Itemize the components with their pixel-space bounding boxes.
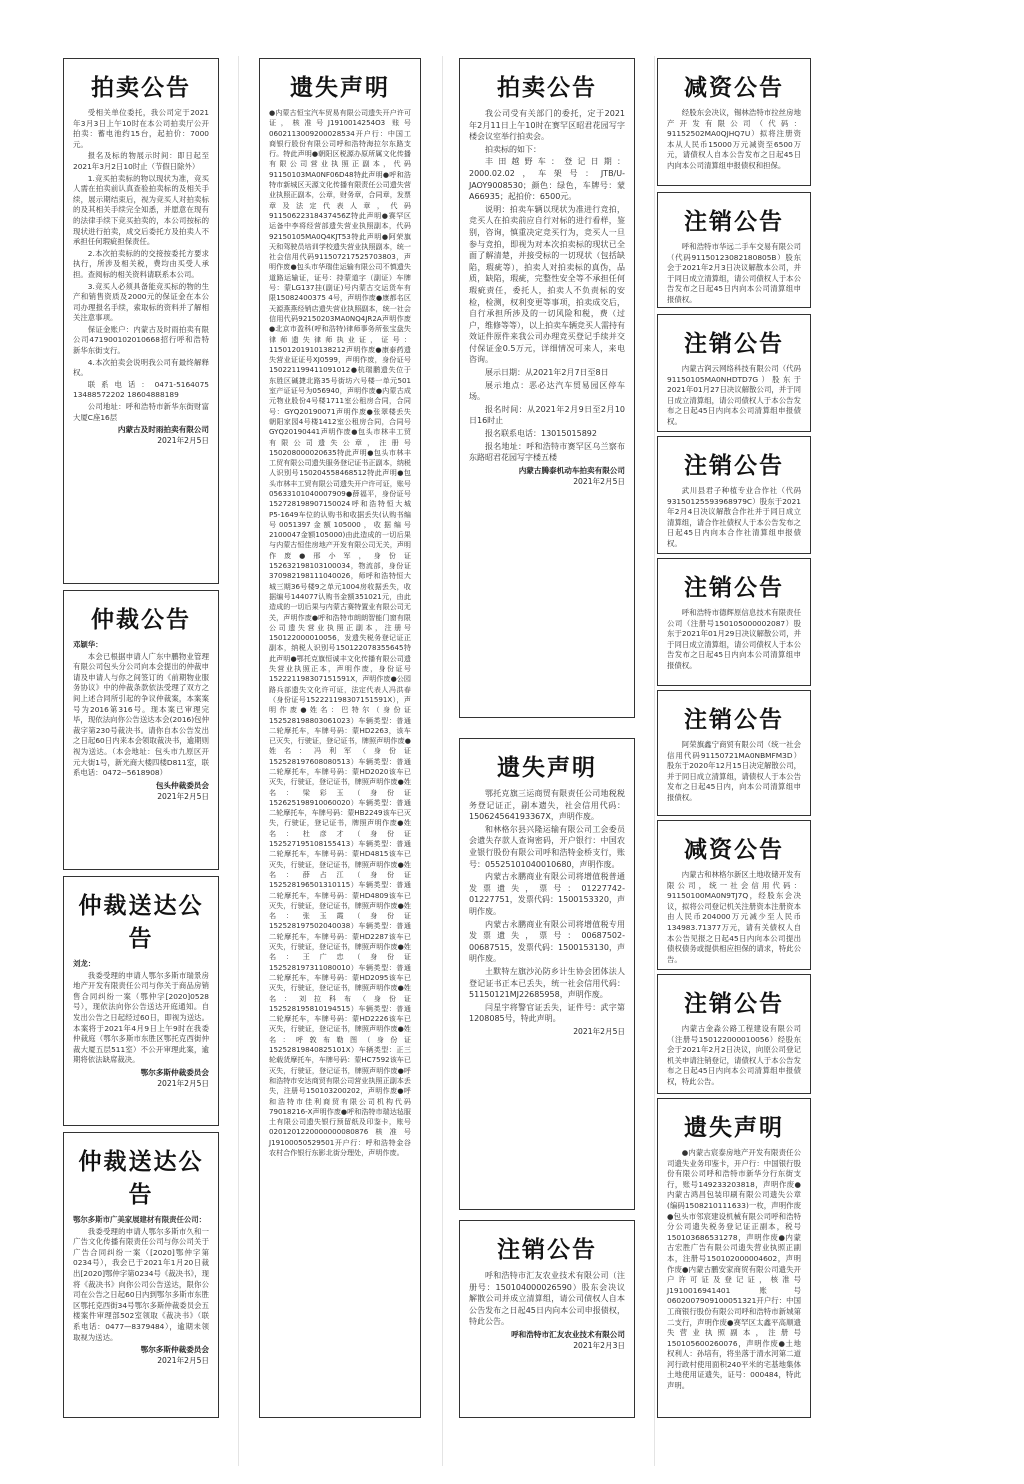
- arbitration-service-notice-2: [63, 1132, 219, 1418]
- signature: 内蒙古及时雨拍卖有限公司: [117, 425, 209, 435]
- notice-body: [73, 959, 209, 1066]
- notice-title: 拍卖公告: [497, 74, 597, 101]
- notice-body: [469, 1270, 625, 1328]
- paragraph: 报名及标的物展示时间：即日起至2021年3月2日10时止（节假日除外）: [73, 151, 209, 171]
- notice-title: 拍卖公告: [91, 74, 191, 101]
- signature: 包头仲裁委员会: [155, 780, 209, 790]
- lost-declaration-long: [259, 58, 421, 1418]
- notice-body: [667, 486, 801, 550]
- notice-title: 仲裁送达公告: [78, 1148, 204, 1208]
- addressee: 刘龙：: [73, 959, 96, 968]
- notice-title: 注销公告: [684, 452, 784, 479]
- notice-body: [73, 108, 209, 423]
- capital-reduction-notice-1: [657, 58, 811, 186]
- paragraph: 内蒙古永鹏商业有限公司将增值税普通发票遗失，票号：01227742-01227751，发票代码：1500153320，声明作废。: [469, 872, 625, 916]
- cancellation-notice-6: [657, 974, 811, 1094]
- signature: 呼和浩特市汇友农业技术有限公司: [511, 1329, 625, 1339]
- notice-title: 注销公告: [684, 208, 784, 235]
- paragraph: 阿荣旗鑫宁商贸有限公司（统一社会信用代码91150721MA0NBMFM3D）股东于2020年12月15日决定解散公司，并于同日成立清算组，请债权人于本公告发布之日起45日内，向本公司清算组申报债权。: [667, 740, 801, 802]
- notice-date: 2021年2月5日: [573, 1026, 625, 1036]
- notice-body: [73, 1215, 209, 1343]
- column-rule: [654, 56, 655, 1466]
- paragraph: 和林格尔县兴隆运输有限公司工会委员会遗失存款人查询密码，开户银行：中国农业银行股份有限公司呼和浩特金桥支行，账号：05525101040010680，声明作废。: [469, 824, 625, 869]
- notice-title: 注销公告: [684, 330, 784, 357]
- cancellation-notice-4: [657, 558, 811, 686]
- paragraph: 经股东会决议，锡林浩特市拉丝房地产开发有限公司（代码：91152502MA0QJHQ7U）拟将注册资本从人民币15000万元减资至6500万元，请债权人自本公告发布之日起45日内向本公司清算组申报债权和担保。: [667, 108, 801, 170]
- notice-date: 2021年2月5日: [157, 436, 209, 446]
- auction-notice-1: [63, 58, 219, 584]
- paragraph: 报名联系电话：13015015892: [485, 429, 597, 439]
- notice-title: 遗失声明: [290, 74, 390, 101]
- arbitration-service-notice-1: [63, 876, 219, 1126]
- paragraph: 展示日期：从2021年2月7日至8日: [485, 368, 609, 378]
- paragraph: 展示地点：恶必达汽车贸易园区停车场。: [469, 380, 625, 402]
- lost-declaration: [459, 738, 635, 1210]
- signature: 内蒙古腾泰机动车拍卖有限公司: [518, 465, 625, 475]
- notice-date: 2021年2月5日: [157, 791, 209, 801]
- paragraph: 保证金账户：内蒙古及时雨拍卖有限公司471900102010668招行呼和浩特新华东街支行。: [73, 324, 209, 356]
- notice-title: 仲裁送达公告: [78, 892, 204, 952]
- notice-title: 注销公告: [684, 574, 784, 601]
- paragraph: 内蒙古永鹏商业有限公司将增值税专用发票遗失，票号：00687502-00687515，发票代码：1500153130，声明作废。: [469, 919, 625, 964]
- paragraph: ●内蒙古恒宝汽车贸易有限公司遗失开户许可证，核准号J1910014254O3 账号0602113009200028534开户行：中国工商银行股份有限公司呼和浩特海拉尔东路支行。特此声明●朝阳区税源办原所属文化传播有限公司营业执照正副本，代码91150103MA0NF06D48特此声明●呼和浩特市新城区天源文化传播有限责任公司遗失营业执照正副本，公章，财务章，合同章，发票章及法定代表人章，代码91150622318437456Z特此声明●赛罕区运备中李将经营部遗失营业执照副本，代码92150105MA0Q4KJT53特此声明●阿荣旗天和驾驶员培训学校遗失营业执照副本，统一社会信用代码911507217525703803，声明作废●包头市华瑞佳运输有限公司不慎遗失道路运输证，证号：持蒙道字（副证）车牌号：蒙LG137挂(副证)号内蒙古交运货车有限15082400375 4号，声明作废●康都名区天源燕燕经销店遗失营业执照副本，统一社会信用代码92150203MA0NQ4JR2A声明作废●北京市盈科(呼和浩特)律师事务所张宝盘失律师遗失律师执业证，证号：11501201910138212声明作废●康泰药遗失营业证证号XJ0599，声明作废，身份证号150221199411091012●杭瑞鹏遗失位于东胜区碱捷北路35号街坊六号楼一单元501室产证证号为056940，声明作废●内蒙古成元物业股份4号楼1711室公租房合同，合同号：GYQ20190071声明作废●张翠楼丢失朝阳家园4号楼1412室公租房合同，合同号GYQ20190441声明作废●包头市林丰工贸有限公司遗失公章，注册号150208000020635特此声明●包头市林丰工贸有限公司遗失服务登记证书正副本，纳税人识别号150204558468512特此声明●包头市林丰工贸有限公司遗失开户许可证，账号05633101040007909●薛福平，身份证号152728198907150024呼和浩特恒大城P5-1649车位的认购书和收据丢失(认购书编号0051397金额105000，收据编号2100047金额105000)由此造成的一切后果与内蒙古恒佳房地产开发有限公司无关，声明作废●邢小军，身份证152632198103100034，物流部，身份证370982198111040026，师呼和浩特恒大城三期36号楼9之单元1004房收据丢失，收据编号144077认购书金额351021元，由此造成的一切后果与内蒙古赛特置业有限公司无关，声明作废●呼和浩特市朗朗智能门窗有限公司遗失营业执照正副本，注册号150122000010056，发遗失税务登记证正副本，纳税人识别号150122078355645特此声明●鄂托克旗恒诚丰文化传播有限公司遗失营业执照正本，声明作废，身份证号152221198307151591X，声明作废●公园路兵部遗失文化许可证，法定代表人冯洪春（身份证号152221198307151591X），声明作废●姓名：巴特尔（身份证152528198803061023）车辆类型：普通二轮摩托车，车牌号码：蒙HD2263，该车已灭失，行驶证，登记证书，牌照声明作废●姓名：冯利军（身份证152528197608080513）车辆类型：普通二轮摩托车，车牌号码：蒙HD2020该车已灭失，行驶证，登记证书，牌照声明作废●姓名：梁彩玉（身份证152625198910060020）车辆类型：普通二轮摩托车，车牌号码：蒙HB2249该车已灭失，行驶证，登记证书，牌照声明作废●姓名：杜彦才（身份证152527195108155413）车辆类型：普通二轮摩托车，车牌号码：蒙HD4815该车已灭失，行驶证，登记证书，牌照声明作废●姓名：薛占江（身份证152528196501310115）车辆类型：普通二轮摩托车，车牌号码：蒙HD4809该车已灭失，行驶证，登记证书，牌照声明作废●姓名：张玉霞（身份证152528197502040038）车辆类型：普通二轮摩托车，车牌号码：蒙HD2287该车已灭失，行驶证，登记证书，牌照声明作废●姓名：王广忠（身份证152528197311080010）车辆类型：普通二轮摩托车，车牌号码：蒙HD2095该车已灭失，行驶证，登记证书，牌照声明作废●姓名：刘拉科布（身份证152528195810194515）车辆类型：普通二轮摩托车，车牌号码：蒙HD2226该车已灭失，行驶证，登记证书，牌照声明作废●姓名：呼敦布勒图（身份证15252819840825101X）车辆类型：正三轮载货摩托车，车牌号码：蒙HC7592该车已灭失，行驶证，登记证书，牌照声明作废●呼和浩特市安达商贸有限公司营业执照正副本丢失，注册号150103200202，声明作废●呼和浩特市佳利商贸有限公司机构代码79018216-X声明作废●呼和浩特市瑞达毡服土有限公司遗失银行预留纸及印鉴卡，账号0201201220000000080876核准号J19100050529501开户行：呼和浩特金谷农村合作银行东影北街分理处，声明作废。: [269, 108, 411, 1157]
- paragraph: ●内蒙古宸泰房地产开发有限责任公司遗失业务印鉴卡，开户行：中国银行股份有限公司呼和浩特市新华分行东街支行，账号149233203818，声明作废●内蒙古鸿昌包装印刷有限公司遗失公章(编码1508210111633)一枚，声明作废●包头市邻宸建设机械有限公司呼和浩特分公司遗失税务登记证正副本，税号150103686531278，声明作废●内蒙古宏胜广告有限公司遗失营业执照正副本，注册号150102000004602，声明作废●内蒙古鹏安家商贸有限公司遗失开户许可证及登记证，核准号J1910016941401 账号0602007909100051321开户行：中国工商银行股份有限公司呼和浩特市新城第二支行，声明作废●赛罕区太鑫平高顺遗失营业执照副本，注册号150105600260076，声明作废●土地权利人：孙培有，将坐落于清水河第二道河行政村使用面积240平米的宅基地集体土地使用证遗失，证号：000484，特此声明。: [667, 1148, 801, 1391]
- notice-date: 2021年2月3日: [573, 1340, 625, 1350]
- paragraph: 内蒙古润云网络科技有限公司（代码91150105MA0NHDTD7G）股东于2021年01月27日决议解散公司，并于同日成立清算组，请公司债权人于本公告发布之日起45日内向本公司清算组申报债权。: [667, 364, 801, 426]
- notice-title: 遗失声明: [684, 1114, 784, 1141]
- notice-body: [667, 1148, 801, 1392]
- addressee: 邓颖华：: [73, 640, 103, 649]
- paragraph: 我委受理的申请人鄂尔多斯市久和一广告文化传播有限责任公司与你公司关于广告合同纠纷一案（[2020]鄂仲字第0234号），我会已于2021年1月20日裁出[2020]鄂仲字第0234号《裁决书》，现将《裁决书》向你公司公告送达，限你公司在公告之日起60日内到鄂尔多斯市东胜区鄂托克西街34号鄂尔多斯仲裁委员会五楼案件审理部502室领取《裁决书》（联系电话：0477—8379484），逾期未领取视为送达。: [73, 1226, 209, 1342]
- arbitration-notice: [63, 590, 219, 870]
- signature: 鄂尔多斯仲裁委员会: [140, 1345, 209, 1355]
- notice-title: 注销公告: [684, 706, 784, 733]
- cancellation-notice-3: [657, 436, 811, 554]
- paragraph: 4.本次拍卖会说明我公司有最终解释权。: [73, 357, 209, 378]
- column-rule: [442, 56, 443, 1466]
- paragraph: 呼和浩特市德辉原信息技术有限责任公司（注册号150105000002087）股东于2021年01月29日决议解散公司，并于同日成立清算组，请公司债权人于本公告发布之日起45日内向本公司清算组申报债权。: [667, 608, 801, 670]
- paragraph: 土默特左旗沙沁防乡计生协会团体法人登记证书正本已丢失，统一社会信用代码：51150121MJ22685958，声明作废。: [469, 966, 625, 1000]
- notice-body: [667, 242, 801, 306]
- paragraph: 内蒙古和林格尔新区土地收储开发有限公司，统一社会信用代码：91150100MA0N9TJ7Q，经股东会决议，拟将公司登记机关注册资本注册资本由人民币204000万元减少至人民币134983.71377万元，请有关债权人自本公告见报之日起45日内向本公司提出债权债务或提供相应担保的请求，特此公告。: [667, 870, 801, 964]
- notice-title: 遗失声明: [497, 754, 597, 781]
- paragraph: 闫星宇将警官证丢失，证件号：武字第1208085号，特此声明。: [469, 1002, 625, 1024]
- notice-body: [469, 788, 625, 1025]
- paragraph: 报名地址：呼和浩特市赛罕区乌兰察布东路昭君花园写字楼五楼: [469, 441, 625, 463]
- cancellation-notice-5: [657, 690, 811, 816]
- cancellation-notice-1: [657, 192, 811, 308]
- cancellation-notice-2: [657, 314, 811, 432]
- paragraph: 我公司受有关部门的委托，定于2021年2月11日上午10时在赛罕区昭君花园写字楼会议室举行拍卖会。: [469, 109, 625, 142]
- signature: 鄂尔多斯仲裁委员会: [140, 1067, 209, 1077]
- addressee: 鄂尔多斯市广美家展建材有限责任公司：: [73, 1215, 207, 1224]
- notice-title: 仲裁公告: [91, 606, 191, 633]
- notice-title: 减资公告: [684, 836, 784, 863]
- notice-body: [73, 640, 209, 779]
- notice-body: [269, 108, 411, 1158]
- notice-title: 注销公告: [497, 1236, 597, 1263]
- notice-body: [667, 108, 801, 172]
- paragraph: 1.竞买拍卖标的物以现状为准，竞买人需在拍卖前认真查验拍卖标的及相关手续，展示期结束后，视为竞买人对拍卖标的及其相关手续完全知悉，并愿意在现有的法律手续下竞买拍卖的，本公司按标的现状进行拍卖，成交后委托方及拍卖人不承担任何瑕疵担保责任。: [73, 173, 209, 247]
- paragraph: 鄂托克旗三运商贸有限责任公司地税税务登记证正，副本遗失，社会信用代码：150624564193367X，声明作废。: [469, 789, 625, 822]
- paragraph: 2.本次拍卖标的的交接按委托方要求执行，所涉及相关税，费均由买受人承担。查阅标的相关资料请联系本公司。: [73, 248, 209, 279]
- notice-title: 注销公告: [684, 990, 784, 1017]
- paragraph: 内蒙古金淼公路工程建设有限公司（注册号150122000010056）经股东会于2021年2月2日决议，向原公司登记机关申请注销登记，请债权人于本公告发布之日起45日内向本公司清算组申报债权，特此公告。: [667, 1024, 801, 1086]
- paragraph: 说明：拍卖车辆以现状为准进行竞拍，竞买人在拍卖前应自行对标的进行看样，鉴别，咨询，慎重决定竞买行为，竞买人一旦参与竞拍，即视为对本次拍卖标的现状已全面了解清楚，并接受标的一切现状（包括缺陷，瑕疵等），拍卖人对拍卖标的真伪，品质，缺陷，瑕疵，完整性安全等不承担任何瑕疵责任，委托人，拍卖人不负责标的安检，检测，权利变更等事项，拍卖成交后，自行承担所涉及的一切风险和税，费（过户，维修等等），以上拍卖车辆竞买人需持有效证件原件来我公司办理竞买登记手续并交付保证金0.5万元，详细情况可来人，来电咨询。: [469, 204, 625, 365]
- notice-body: [667, 740, 801, 804]
- paragraph: 本会已根据申请人广东中鹏物业管理有限公司包头分公司向本会提出的仲裁申请及申请人与你之间签订的《前期物业服务协议》中的仲裁条款依法受理了双方之间上述合同所引起的争议仲裁案，本案案号为2016第316号。现本案已审理完毕，现依法向你公告送达本会(2016)包仲裁字第230号裁决书。请你自本公告发出之日起60日内来本会领取裁决书，逾期则视为送达。（本会地址：包头市九原区开元大街1号，新光商大楼四楼D811室，联系电话：0472--5618908）: [73, 651, 209, 778]
- auction-notice-2: [459, 58, 635, 718]
- paragraph: 受相关单位委托，我公司定于2021年3月3日上午10时在本公司拍卖厅公开拍卖：蓄电池约15台，起拍价：7000元。: [73, 108, 209, 149]
- paragraph: 呼和浩特市华远二手车交易有限公司（代码91150123082180805B）股东会于2021年2月3日决议解散本公司，并于同日成立清算组，请公司债权人于本公告发布之日起45日内向本公司清算组申报债权。: [667, 242, 801, 304]
- notice-body: [469, 108, 625, 464]
- paragraph: 拍卖标的如下：: [485, 144, 541, 154]
- notice-title: 减资公告: [684, 74, 784, 101]
- notice-body: [667, 1024, 801, 1088]
- paragraph: 武川县君子种植专业合作社（代码93150125593968979C）股东于2021年2月4日决议解散合作社并于同日成立清算组，请合作社债权人于本公告发布之日起45日内向本合作社清算组申报债权。: [667, 486, 801, 548]
- notice-date: 2021年2月5日: [573, 476, 625, 486]
- notice-body: [667, 608, 801, 672]
- cancellation-notice: [459, 1220, 635, 1418]
- notice-date: 2021年2月5日: [157, 1078, 209, 1088]
- notice-body: [667, 870, 801, 965]
- paragraph: 联系电话：0471-5164075 13488572202 18604888189: [73, 379, 209, 400]
- column-rule: [238, 56, 239, 1466]
- paragraph: 呼和浩特市汇友农业技术有限公司（注册号：150104000026590）股东会决议解散公司并成立清算组，请公司债权人自本公告发布之日起45日内向本公司申报债权，特此公告。: [469, 1271, 625, 1327]
- paragraph: 3.竞买人必须具备能竞买标的物的生产和销售资质及2000元的保证金在本公司办理报名手续，索取标的资料并了解相关注意事项。: [73, 281, 209, 323]
- notice-body: [667, 364, 801, 428]
- paragraph: 报名时间：从2021年2月9日至2月10日16时止: [469, 404, 625, 426]
- capital-reduction-notice-2: [657, 820, 811, 970]
- paragraph: 丰田越野车：登记日期：2000.02.02，车架号：JTB/U-JAOY9008530；颜色：绿色，车牌号：蒙A66935；起拍价：6500元。: [469, 157, 625, 202]
- notice-date: 2021年2月5日: [157, 1356, 209, 1366]
- paragraph: 我委受理的申请人鄂尔多斯市瑞景房地产开发有限责任公司与你关于商品房销售合同纠纷一案（鄂仲字[2020]0528号），现依法向你公告送达开庭通知。自发出公告之日起经过60日，即视为送达。本案将于2021年4月9日上午9时在我委仲裁庭（鄂尔多斯市东胜区鄂托克西街仲裁大厦五层511室）不公开审理此案，逾期将依法缺席裁决。: [73, 970, 209, 1065]
- lost-declaration-2: [657, 1098, 811, 1418]
- paragraph: 公司地址：呼和浩特市新华东街财富大厦C座16层: [73, 402, 209, 422]
